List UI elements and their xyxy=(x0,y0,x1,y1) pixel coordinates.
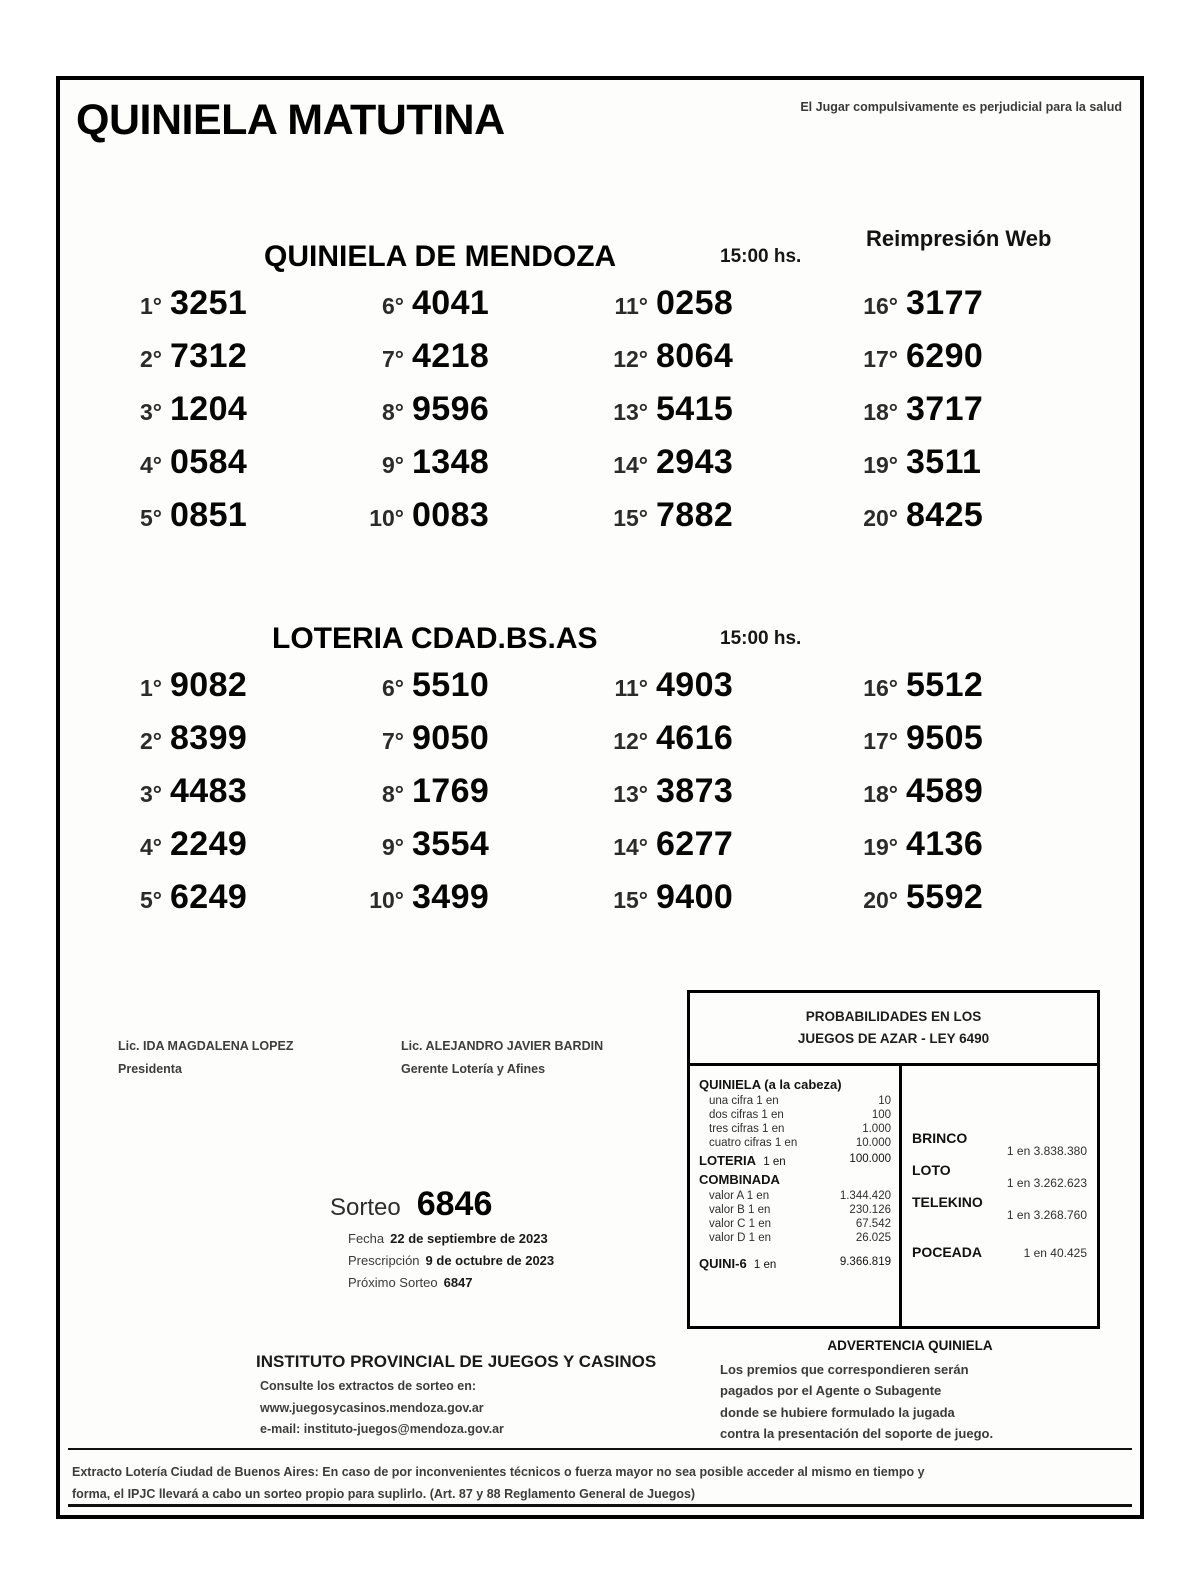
result-rank: 18° xyxy=(863,399,898,425)
result-cell xyxy=(850,825,983,864)
result-rank: 12° xyxy=(613,346,648,372)
result-value: 3177 xyxy=(906,284,984,322)
result-value: 4589 xyxy=(906,772,984,810)
quini6-odds-row xyxy=(699,1253,891,1272)
quiniela-group-title: QUINIELA (a la cabeza) xyxy=(699,1076,842,1092)
result-cell xyxy=(122,878,247,917)
result-rank: 7° xyxy=(382,346,404,372)
signature-role: Presidenta xyxy=(118,1062,182,1077)
odds-label: valor B 1 en xyxy=(709,1203,771,1216)
loteria-label: LOTERIA xyxy=(699,1152,757,1168)
game-odds-value: 1 en 3.268.760 xyxy=(1006,1207,1087,1222)
result-rank: 3° xyxy=(140,781,162,807)
game-odds-name: TELEKINO xyxy=(912,1193,983,1210)
game-odds-loto xyxy=(912,1162,1087,1190)
result-value: 6249 xyxy=(170,878,248,916)
result-value: 3873 xyxy=(656,772,734,810)
result-cell xyxy=(600,443,733,482)
result-rank: 14° xyxy=(613,452,648,478)
game-odds-value: 1 en 3.262.623 xyxy=(1006,1175,1087,1190)
result-cell xyxy=(600,390,733,429)
result-cell xyxy=(122,284,247,323)
institute-email[interactable]: e-mail: instituto-juegos@mendoza.gov.ar xyxy=(260,1422,504,1436)
result-rank: 14° xyxy=(613,834,648,860)
result-cell xyxy=(360,719,489,758)
result-cell xyxy=(850,443,981,482)
result-value: 3251 xyxy=(170,284,248,322)
odds-row xyxy=(699,1136,891,1150)
result-cell xyxy=(600,666,733,705)
result-value: 7312 xyxy=(170,337,248,375)
draw-prescription-value: 9 de octubre de 2023 xyxy=(425,1253,555,1268)
game-block-mendoza xyxy=(60,226,1140,534)
result-rank: 20° xyxy=(863,887,898,913)
result-rank: 1° xyxy=(140,675,162,701)
result-value: 5415 xyxy=(656,390,734,428)
quiniela-warning-line: contra la presentación del soporte de juego. xyxy=(720,1426,994,1442)
footer-divider-top xyxy=(68,1448,1132,1450)
result-rank: 10° xyxy=(369,887,404,913)
result-rank: 9° xyxy=(382,452,404,478)
game-odds-name: LOTO xyxy=(912,1161,951,1178)
page-title: QUINIELA MATUTINA xyxy=(76,96,505,144)
result-cell xyxy=(850,337,983,376)
game-odds-telekino xyxy=(912,1194,1087,1222)
odds-label: una cifra 1 en xyxy=(709,1094,779,1107)
result-value: 4136 xyxy=(906,825,984,863)
game-block-loteria-caba xyxy=(60,610,1140,916)
result-rank: 1° xyxy=(140,293,162,319)
result-value: 5510 xyxy=(412,666,490,704)
institute-consult-line: Consulte los extractos de sorteo en: xyxy=(260,1379,477,1393)
result-rank: 18° xyxy=(863,781,898,807)
footer-disclaimer xyxy=(72,1462,1128,1506)
result-value: 9050 xyxy=(412,719,490,757)
game-title-mendoza: QUINIELA DE MENDOZA xyxy=(264,240,617,273)
result-value: 3717 xyxy=(906,390,984,428)
result-cell xyxy=(122,337,247,376)
institute-website[interactable]: www.juegosycasinos.mendoza.gov.ar xyxy=(260,1400,484,1415)
odds-label: valor D 1 en xyxy=(709,1231,772,1244)
result-cell xyxy=(360,772,489,811)
odds-row xyxy=(699,1108,891,1122)
footer-divider-bottom xyxy=(68,1504,1132,1507)
result-rank: 2° xyxy=(140,346,162,372)
reprint-badge: Reimpresión Web xyxy=(866,226,1052,251)
draw-prescription-row xyxy=(348,1253,710,1268)
result-cell xyxy=(360,825,489,864)
result-cell xyxy=(600,337,733,376)
draw-number: 6846 xyxy=(416,1185,493,1223)
result-cell xyxy=(360,443,489,482)
draw-date-row xyxy=(348,1231,710,1246)
quiniela-warning-block xyxy=(720,1338,1100,1445)
probabilities-table xyxy=(687,990,1100,1329)
result-rank: 19° xyxy=(863,834,898,860)
result-cell xyxy=(360,666,489,705)
odds-value: 100 xyxy=(871,1108,891,1121)
result-cell xyxy=(122,443,247,482)
draw-info-block xyxy=(330,1185,710,1290)
game-header-mendoza xyxy=(60,228,1140,278)
odds-label: tres cifras 1 en xyxy=(709,1122,785,1135)
odds-label: dos cifras 1 en xyxy=(709,1108,784,1121)
loteria-lead: 1 en xyxy=(763,1155,786,1168)
result-cell xyxy=(600,719,733,758)
result-cell xyxy=(122,825,247,864)
result-value: 0851 xyxy=(170,496,248,534)
result-rank: 13° xyxy=(613,399,648,425)
extract-sheet xyxy=(56,76,1144,1519)
result-rank: 16° xyxy=(863,675,898,701)
odds-row xyxy=(699,1094,891,1108)
result-rank: 20° xyxy=(863,505,898,531)
odds-label: valor C 1 en xyxy=(709,1217,772,1230)
probabilities-title xyxy=(690,993,1097,1066)
result-value: 3554 xyxy=(412,825,490,863)
result-cell xyxy=(850,390,983,429)
game-header-loteria-caba xyxy=(60,610,1140,660)
result-rank: 10° xyxy=(369,505,404,531)
result-value: 9082 xyxy=(170,666,248,704)
result-rank: 7° xyxy=(382,728,404,754)
result-cell xyxy=(600,878,733,917)
result-cell xyxy=(600,825,733,864)
result-value: 1769 xyxy=(412,772,490,810)
odds-value: 1.344.420 xyxy=(839,1189,891,1202)
result-rank: 17° xyxy=(863,728,898,754)
odds-row xyxy=(699,1203,891,1217)
game-odds-value: 1 en 40.425 xyxy=(1023,1245,1087,1260)
odds-value: 10 xyxy=(878,1094,891,1107)
result-cell xyxy=(122,390,247,429)
result-rank: 11° xyxy=(614,293,648,319)
result-value: 8399 xyxy=(170,719,248,757)
result-rank: 19° xyxy=(863,452,898,478)
probabilities-body xyxy=(690,1066,1097,1326)
result-value: 2943 xyxy=(656,443,734,481)
footer-disclaimer-line2: forma, el IPJC llevará a cabo un sorteo propio para suplirlo. (Art. 87 y 88 Reglamento General de Juegos) xyxy=(72,1486,696,1501)
loteria-odds-row xyxy=(699,1150,891,1169)
draw-next-value: 6847 xyxy=(443,1275,473,1290)
result-cell xyxy=(850,772,983,811)
signature-manager xyxy=(401,1035,603,1081)
result-cell xyxy=(600,496,733,535)
odds-label: valor A 1 en xyxy=(709,1189,770,1202)
result-rank: 11° xyxy=(614,675,648,701)
odds-value: 230.126 xyxy=(849,1203,891,1216)
result-value: 8064 xyxy=(656,337,734,375)
result-cell xyxy=(600,772,733,811)
result-rank: 13° xyxy=(613,781,648,807)
quiniela-warning-title: ADVERTENCIA QUINIELA xyxy=(827,1338,993,1353)
result-value: 9596 xyxy=(412,390,490,428)
probabilities-left-column xyxy=(690,1066,902,1326)
result-cell xyxy=(360,284,489,323)
game-odds-poceada xyxy=(912,1244,1087,1260)
result-value: 4903 xyxy=(656,666,734,704)
quini6-lead: 1 en xyxy=(753,1258,777,1271)
draw-prescription-label: Prescripción xyxy=(348,1253,420,1268)
result-value: 9400 xyxy=(656,878,734,916)
result-rank: 6° xyxy=(382,675,404,701)
result-cell xyxy=(122,666,247,705)
signature-president xyxy=(118,1035,293,1081)
result-value: 6290 xyxy=(906,337,984,375)
odds-value: 1.000 xyxy=(862,1122,891,1135)
draw-next-label: Próximo Sorteo xyxy=(348,1275,438,1290)
result-value: 4616 xyxy=(656,719,734,757)
result-cell xyxy=(850,719,983,758)
institute-name: INSTITUTO PROVINCIAL DE JUEGOS Y CASINOS xyxy=(256,1352,657,1371)
game-odds-value: 1 en 3.838.380 xyxy=(1006,1143,1087,1158)
result-rank: 17° xyxy=(863,346,898,372)
game-title-loteria-caba: LOTERIA CDAD.BS.AS xyxy=(272,622,598,655)
result-cell xyxy=(122,719,247,758)
institute-block xyxy=(256,1352,706,1441)
result-cell xyxy=(850,496,983,535)
result-value: 7882 xyxy=(656,496,734,534)
result-value: 0258 xyxy=(656,284,734,322)
gambling-warning-text: El Jugar compulsivamente es perjudicial para la salud xyxy=(800,100,1122,114)
result-cell xyxy=(360,337,489,376)
result-value: 5512 xyxy=(906,666,984,704)
result-rank: 2° xyxy=(140,728,162,754)
result-cell xyxy=(600,284,733,323)
result-rank: 15° xyxy=(613,505,648,531)
result-rank: 9° xyxy=(382,834,404,860)
probabilities-title-line1: PROBABILIDADES EN LOS xyxy=(805,1009,982,1024)
result-value: 5592 xyxy=(906,878,984,916)
result-cell xyxy=(850,284,983,323)
combinada-group-title: COMBINADA xyxy=(699,1171,780,1187)
probabilities-title-line2: JUEGOS DE AZAR - LEY 6490 xyxy=(797,1031,990,1047)
odds-row xyxy=(699,1189,891,1203)
result-cell xyxy=(122,772,247,811)
quiniela-warning-line: pagados por el Agente o Subagente xyxy=(720,1383,942,1399)
result-cell xyxy=(360,390,489,429)
result-value: 1204 xyxy=(170,390,248,428)
result-value: 0584 xyxy=(170,443,248,481)
results-grid-loteria-caba xyxy=(60,666,1140,916)
result-value: 4218 xyxy=(412,337,490,375)
result-value: 9505 xyxy=(906,719,984,757)
result-value: 6277 xyxy=(656,825,734,863)
quiniela-warning-line: donde se hubiere formulado la jugada xyxy=(720,1404,955,1420)
quini6-odds: 9.366.819 xyxy=(839,1255,891,1268)
result-rank: 4° xyxy=(140,452,162,478)
result-rank: 3° xyxy=(140,399,162,425)
quiniela-warning-line: Los premios que correspondieren serán xyxy=(720,1362,969,1377)
result-value: 0083 xyxy=(412,496,490,534)
result-value: 3511 xyxy=(906,443,982,481)
game-time-mendoza: 15:00 hs. xyxy=(720,246,802,267)
probabilities-right-column xyxy=(902,1066,1097,1326)
result-rank: 15° xyxy=(613,887,648,913)
result-value: 2249 xyxy=(170,825,248,863)
result-rank: 8° xyxy=(382,399,404,425)
draw-date-value: 22 de septiembre de 2023 xyxy=(390,1231,548,1246)
odds-label: cuatro cifras 1 en xyxy=(709,1136,798,1149)
game-odds-name: POCEADA xyxy=(912,1243,983,1260)
draw-next-row xyxy=(348,1275,710,1290)
odds-value: 67.542 xyxy=(855,1217,891,1230)
signature-name: Lic. IDA MAGDALENA LOPEZ xyxy=(118,1039,294,1053)
footer-disclaimer-line1: Extracto Lotería Ciudad de Buenos Aires: En caso de por inconvenientes técnicos o fuerza mayor no sea posible acceder al mismo en tiempo y xyxy=(72,1465,925,1479)
result-value: 4483 xyxy=(170,772,248,810)
odds-row xyxy=(699,1217,891,1231)
game-odds-brinco xyxy=(912,1130,1087,1158)
result-rank: 6° xyxy=(382,293,404,319)
result-rank: 4° xyxy=(140,834,162,860)
result-rank: 5° xyxy=(140,887,162,913)
result-rank: 8° xyxy=(382,781,404,807)
draw-date-label: Fecha xyxy=(348,1231,385,1246)
odds-row xyxy=(699,1122,891,1136)
draw-number-row xyxy=(330,1185,710,1224)
signature-name: Lic. ALEJANDRO JAVIER BARDIN xyxy=(401,1039,604,1053)
result-cell xyxy=(360,496,489,535)
result-cell xyxy=(850,666,983,705)
result-cell xyxy=(850,878,983,917)
odds-row xyxy=(699,1231,891,1245)
result-rank: 12° xyxy=(613,728,648,754)
results-grid-mendoza xyxy=(60,284,1140,534)
result-rank: 5° xyxy=(140,505,162,531)
game-time-loteria-caba: 15:00 hs. xyxy=(720,628,802,649)
quini6-label: QUINI-6 xyxy=(699,1255,747,1271)
result-value: 3499 xyxy=(412,878,490,916)
result-cell xyxy=(122,496,247,535)
signature-role: Gerente Lotería y Afines xyxy=(401,1062,546,1077)
result-value: 4041 xyxy=(412,284,490,322)
result-cell xyxy=(360,878,489,917)
odds-value: 26.025 xyxy=(855,1231,891,1244)
game-odds-name: BRINCO xyxy=(912,1129,968,1146)
result-rank: 16° xyxy=(863,293,898,319)
loteria-odds: 100.000 xyxy=(849,1152,891,1165)
odds-value: 10.000 xyxy=(855,1136,891,1149)
result-value: 1348 xyxy=(412,443,490,481)
result-value: 8425 xyxy=(906,496,984,534)
draw-label: Sorteo xyxy=(330,1194,401,1221)
